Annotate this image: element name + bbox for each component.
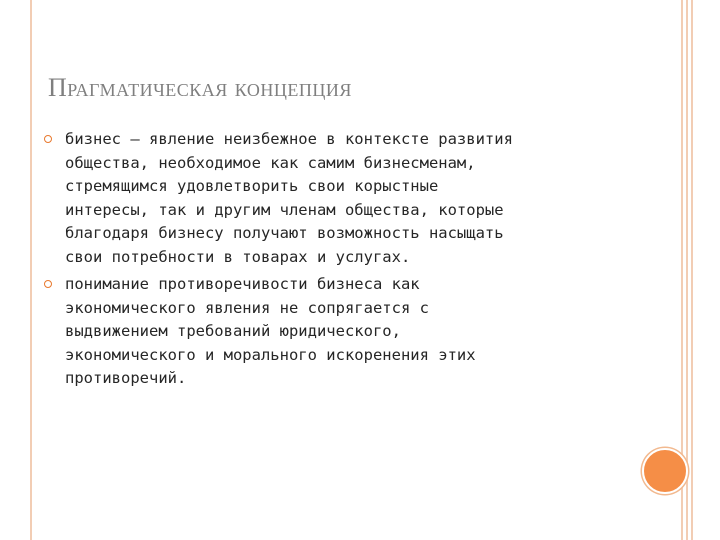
decorative-circle-icon bbox=[642, 448, 688, 494]
bullet-text bbox=[65, 273, 624, 391]
slide-title-rest: рагматическая концепция bbox=[67, 73, 352, 102]
bullet-line: выдвижением требований юридического, bbox=[65, 322, 401, 340]
slide-title-initial: П bbox=[48, 73, 68, 102]
bullet-item bbox=[44, 128, 624, 269]
bullet-line: свои потребности в товарах и услугах. bbox=[65, 247, 411, 266]
bullet-line: экономического и морального искоренения этих bbox=[65, 345, 476, 364]
bullet-list bbox=[44, 128, 624, 395]
bullet-line: понимание противоречивости бизнеса как bbox=[65, 275, 420, 293]
bullet-line: противоречий. bbox=[65, 369, 187, 387]
bullet-line: экономического явления не сопрягается с bbox=[65, 298, 429, 317]
slide-title bbox=[48, 68, 668, 108]
bullet-circle-icon bbox=[44, 280, 52, 288]
bullet-item bbox=[44, 273, 624, 391]
bullet-line: бизнес – явление неизбежное в контексте развития bbox=[65, 130, 513, 148]
frame-line-right-2 bbox=[686, 0, 688, 540]
bullet-line: интересы, так и другим членам общества, которые bbox=[65, 200, 504, 219]
frame-line-left bbox=[30, 0, 32, 540]
bullet-text bbox=[65, 128, 624, 269]
bullet-line: стремящимся удовлетворить свои корыстные bbox=[65, 177, 439, 195]
bullet-line: благодаря бизнесу получают возможность насыщать bbox=[65, 224, 504, 242]
bullet-line: общества, необходимое как самим бизнесменам, bbox=[65, 153, 476, 172]
bullet-circle-icon bbox=[44, 135, 52, 143]
frame-line-right-3 bbox=[691, 0, 693, 540]
